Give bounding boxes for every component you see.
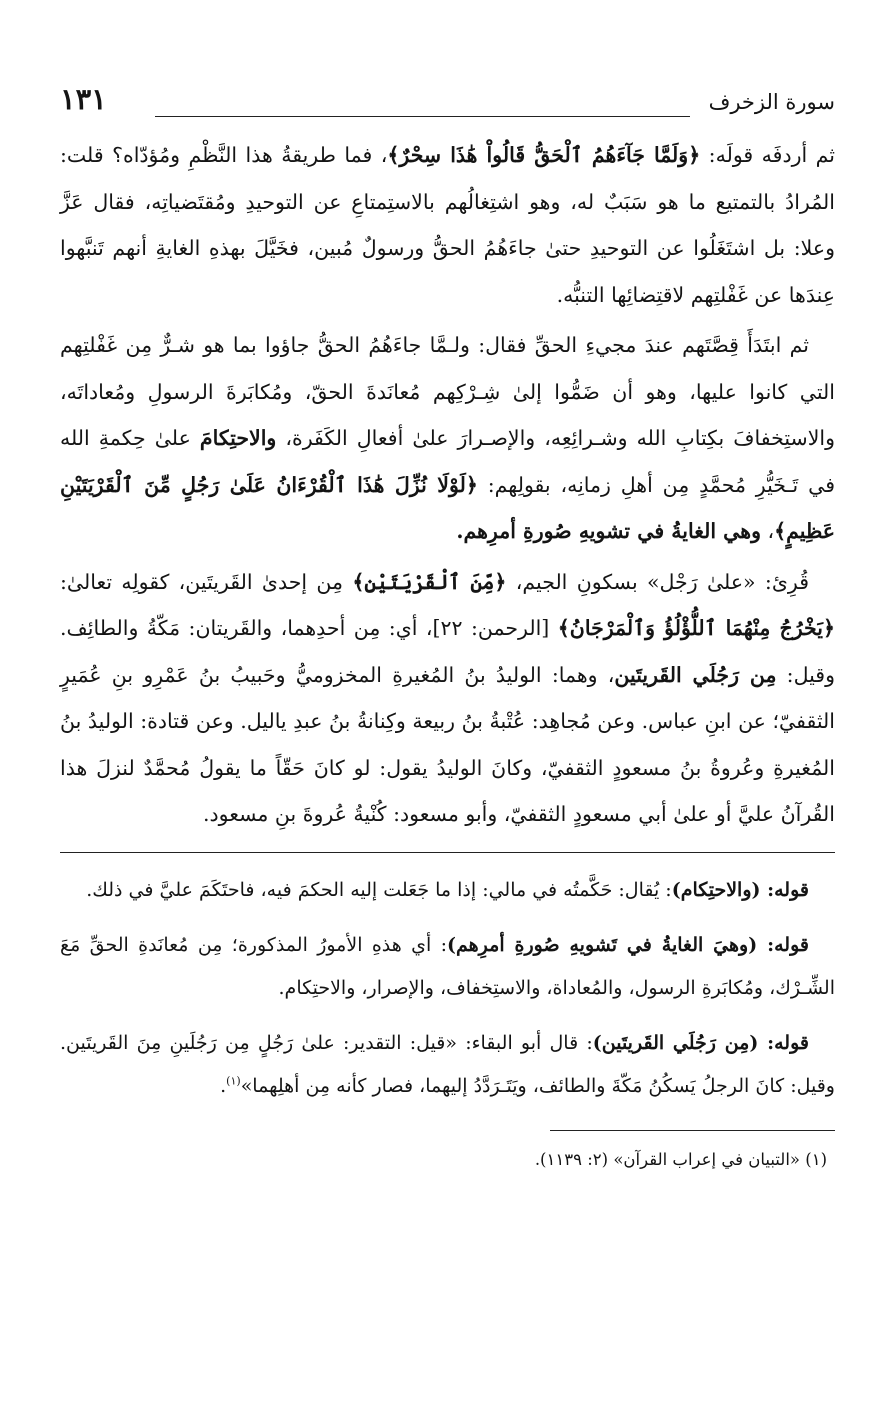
quran-verse: ﴿مِّنَ ٱلْقَرْيَتَيْنِ﴾ — [352, 569, 507, 594]
text-segment: ، وهما: الوليدُ بنُ المُغيرةِ المخزوميُّ وحَبيبُ بنُ عَمْرِو بنِ عُمَيرٍ الثقفيّ؛ عن ابنِ عباس. وعن مُجاهِد: عُتْبةُ بنُ ربيعة وكِنانةُ بنُ عبدِ ياليل. وعن قتادة: الوليدُ بنُ المُغيرةِ وعُروةُ بنُ مسعودٍ الثقفيّ، وكانَ الوليدُ يقول: لو كانَ حَقّاً ما يقولُ مُحمَّدٌ لنزلَ هذا القُرآنُ عليَّ أو علىٰ أبي مسعودٍ الثقفيّ، وأبو مسعود: كُنْيةُ عُروةَ بنِ مسعود. — [60, 662, 835, 826]
text-segment: ، فما طريقةُ هذا النَّظْمِ ومُؤدّاه؟ قلت: المُرادُ بالتمتيع ما هو سَبَبٌ له، وهو اشتِغالُهم بالاستِمتاعِ عن التوحيدِ ومُقتَضياتِه، فقال عَزَّ وعلا: بل اشتَغَلُوا عن التوحيدِ حتىٰ جاءَهُمُ الحقُّ ورسولٌ مُبين، فخَيَّلَ بهذهِ الغايةِ أنهم تَنبَّهوا عِندَها عن غَفْلتِهم لاقتِضائِها التنبُّه. — [60, 143, 835, 307]
text-segment: قُرِئ: «علىٰ رَجْل» بسكونِ الجيم، — [506, 569, 809, 594]
quran-verse: ﴿وَلَمَّا جَآءَهُمُ ٱلْحَقُّ قَالُواْ هَٰذَا سِحْرٌ﴾ — [387, 143, 701, 167]
text-segment: ، — [760, 519, 775, 543]
text-segment: [الرحمن: ٢٢]، أي: مِن أحدِهما، والقَريتان: مَكّةُ والطائِف. وقيل: — [60, 616, 835, 687]
footnote-1: (١) «التبيان في إعراب القرآن» (٢: ١١٣٩). — [534, 1149, 827, 1169]
main-paragraph-2 — [60, 322, 835, 555]
commentary-text-end: . — [220, 1074, 227, 1097]
quran-verse: ﴿لَوْلَا نُزِّلَ هَٰذَا ٱلْقُرْءَانُ عَلَىٰ رَجُلٍ مِّنَ ٱلْقَرْيَتَيْنِ عَظِيمٍ﴾ — [60, 472, 835, 543]
running-title: سورة الزخرف — [708, 90, 835, 114]
commentary-note-1 — [60, 869, 835, 912]
bold-phrase: والاحتِكامَ — [199, 426, 277, 450]
commentary-section — [60, 869, 835, 1108]
page-header — [60, 80, 835, 132]
footnote-divider — [550, 1130, 835, 1131]
text-segment: ثم ابتَدَأَ قِصَّتَهم عندَ مجيءِ الحقِّ فقال: ولـمَّا جاءَهُمُ الحقُّ جاؤوا بما هو شـرٌّ مِن غَفْلتِهم التي كانوا عليها، وهو أن ضَمُّوا إلىٰ شِـرْكِهم مُعانَدةَ الحقّ، ومُكابَرةَ الرسولِ ومُعاداتَه، والاستِخفافَ بكِتابِ الله وشـرائِعِه، والإصـرارَ علىٰ أفعالِ الكَفَرة، — [60, 333, 835, 450]
page-number: ١٣١ — [60, 82, 107, 116]
quran-verse: ﴿يَخْرُجُ مِنْهُمَا ٱللُّؤْلُؤُ وَٱلْمَرْجَانُ﴾ — [557, 616, 835, 640]
commentary-lemma: قوله: (والاحتِكام) — [671, 878, 809, 901]
bold-phrase: مِن رَجُلَي القَريتَين — [614, 662, 777, 687]
text-segment: ثم أردفَه قولَه: — [700, 143, 835, 167]
commentary-text: : يُقال: حَكَّمتُه في مالي: إذا ما جَعَلت إليه الحكمَ فيه، فاحتَكَمَ عليَّ في ذلك. — [86, 878, 672, 901]
footnote-reference: (١) — [226, 1074, 241, 1088]
commentary-note-3 — [60, 1022, 835, 1108]
header-rule — [155, 116, 690, 117]
main-text — [60, 132, 835, 838]
commentary-note-2 — [60, 924, 835, 1010]
commentary-lemma: قوله: (مِن رَجُلَي القَريتَين) — [592, 1031, 809, 1054]
commentary-text: : قال أبو البقاء: «قيل: التقدير: علىٰ رَجُلٍ مِن رَجُلَينِ مِنَ القَريتَين. وقيل: كانَ الرجلُ يَسكُنُ مَكّةَ والطائف، ويَتَـرَدَّدُ إليهما، فصار كأنه مِن أهلِهما» — [60, 1031, 835, 1097]
commentary-lemma: قوله: (وهيَ الغايةُ في تَشويهِ صُورةِ أمرِهم) — [447, 933, 809, 956]
book-page — [60, 80, 835, 1175]
main-paragraph-1 — [60, 132, 835, 318]
commentary-text: : أي هذهِ الأمورُ المذكورة؛ مِن مُعانَدةِ الحقِّ مَعَ الشِّـرْك، ومُكابَرةِ الرسول، والمُعاداة، والاستِخفاف، والإصرار، والاحتِكام. — [60, 933, 835, 999]
commentary-divider — [60, 852, 835, 853]
text-segment: مِن إحدىٰ القَريتَين، كقولِه تعالىٰ: — [60, 569, 353, 594]
text-segment: علىٰ حِكمةِ الله في تَـخَيُّرِ مُحمَّدٍ مِن أهلِ زمانِه، بقولِهم: — [60, 426, 835, 497]
bold-phrase: وهي الغايةُ في تشويهِ صُورةِ أمرِهم. — [456, 519, 761, 543]
main-paragraph-3 — [60, 559, 835, 838]
